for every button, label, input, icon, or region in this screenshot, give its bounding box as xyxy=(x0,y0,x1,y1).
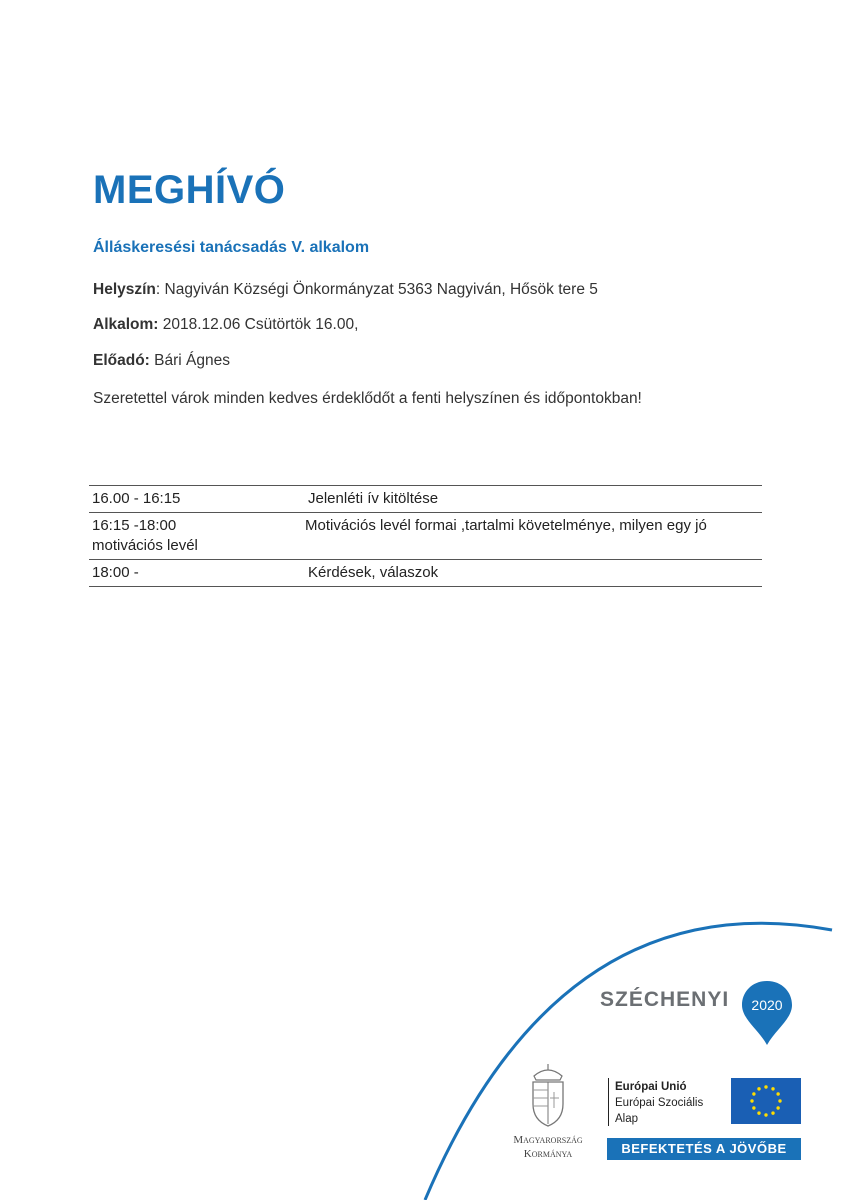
szechenyi-logo-text: SZÉCHENYI xyxy=(600,988,730,1011)
hungarian-coat-of-arms-icon xyxy=(525,1062,571,1128)
eu-star-icon xyxy=(778,1099,781,1102)
eu-fund-line2: Alap xyxy=(615,1113,639,1125)
agenda-time: 16:15 -18:00 xyxy=(92,517,177,534)
agenda-topic: Kérdések, válaszok xyxy=(305,560,762,587)
eu-star-icon xyxy=(757,1111,760,1114)
eu-name: Európai Unió xyxy=(615,1081,687,1093)
eu-star-icon xyxy=(771,1111,774,1114)
agenda-topic: Jelenléti ív kitöltése xyxy=(305,486,762,513)
eu-star-icon xyxy=(776,1106,779,1109)
eu-star-icon xyxy=(764,1085,767,1088)
government-logo-text: Magyarország Kormánya xyxy=(513,1134,583,1160)
invitation-text: Szeretettel várok minden kedves érdeklődőt a fenti helyszínen és időpontokban! xyxy=(93,390,642,407)
eu-text-block xyxy=(615,1079,703,1127)
page-title: MEGHÍVÓ xyxy=(93,168,286,212)
invest-banner: BEFEKTETÉS A JÖVŐBE xyxy=(607,1138,801,1160)
presenter-label: Előadó: xyxy=(93,352,150,369)
agenda-topic-continuation: motivációs levél xyxy=(92,537,198,554)
eu-fund-line1: Európai Szociális xyxy=(615,1097,704,1109)
presenter-value: Bári Ágnes xyxy=(149,352,230,369)
location-value: : Nagyiván Községi Önkormányzat 5363 Nagyiván, Hősök tere 5 xyxy=(155,281,598,298)
eu-star-icon xyxy=(771,1087,774,1090)
eu-star-icon xyxy=(752,1106,755,1109)
eu-flag-icon xyxy=(731,1078,801,1124)
date-value: 2018.12.06 Csütörtök 16.00, xyxy=(158,316,359,333)
szechenyi-pin-icon xyxy=(740,979,794,1047)
eu-star-icon xyxy=(757,1087,760,1090)
event-subtitle: Álláskeresési tanácsadás V. alkalom xyxy=(93,239,370,256)
eu-star-icon xyxy=(764,1113,767,1116)
eu-star-icon xyxy=(750,1099,753,1102)
eu-star-icon xyxy=(752,1092,755,1095)
agenda-time: 16.00 - 16:15 xyxy=(89,486,305,513)
location-label: Helyszín xyxy=(93,281,156,298)
agenda-time: 18:00 - xyxy=(89,560,305,587)
eu-star-icon xyxy=(776,1092,779,1095)
agenda-topic: Motivációs levél formai ,tartalmi követelménye, milyen egy jó xyxy=(305,517,707,534)
eu-divider xyxy=(608,1078,609,1126)
date-label: Alkalom: xyxy=(93,316,159,333)
szechenyi-year: 2020 xyxy=(751,997,783,1013)
